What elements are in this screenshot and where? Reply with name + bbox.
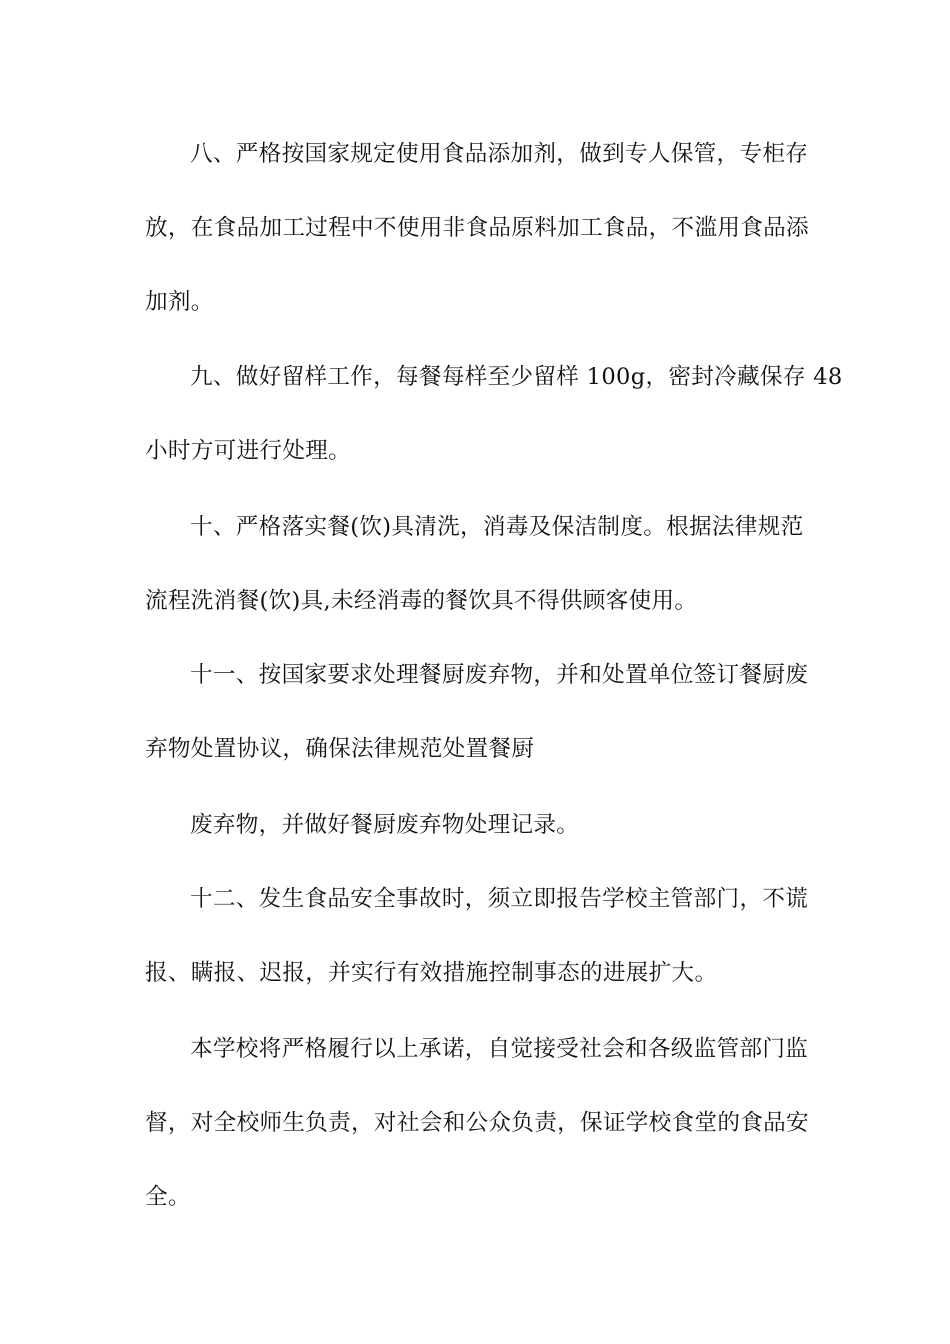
text-line: 本学校将严格履行以上承诺，自觉接受社会和各级监管部门监 [190,1036,809,1062]
text-line: 九、做好留样工作，每餐每样至少留样 100g，密封冷藏保存 48 [190,364,843,390]
text-line: 十二、发生食品安全事故时，须立即报告学校主管部门，不谎 [190,886,809,912]
text-line: 放，在食品加工过程中不使用非食品原料加工食品，不滥用食品添 [145,215,809,241]
text-line: 流程洗消餐(饮)具,未经消毒的餐饮具不得供顾客使用。 [145,588,698,614]
text-line: 弃物处置协议，确保法律规范处置餐厨 [145,736,535,762]
text-line: 报、瞒报、迟报，并实行有效措施控制事态的进展扩大。 [145,960,718,986]
text-line: 加剂。 [145,289,214,315]
text-line: 督，对全校师生负责，对社会和公众负责，保证学校食堂的食品安 [145,1110,809,1136]
text-line: 十、严格落实餐(饮)具清洗，消毒及保洁制度。根据法律规范 [190,514,804,540]
text-line: 十一、按国家要求处理餐厨废弃物，并和处置单位签订餐厨废 [190,662,809,688]
text-line: 八、严格按国家规定使用食品添加剂，做到专人保管，专柜存 [190,141,809,167]
text-line: 全。 [145,1184,191,1210]
text-line: 废弃物，并做好餐厨废弃物处理记录。 [190,812,580,838]
text-line: 小时方可进行处理。 [145,438,352,464]
